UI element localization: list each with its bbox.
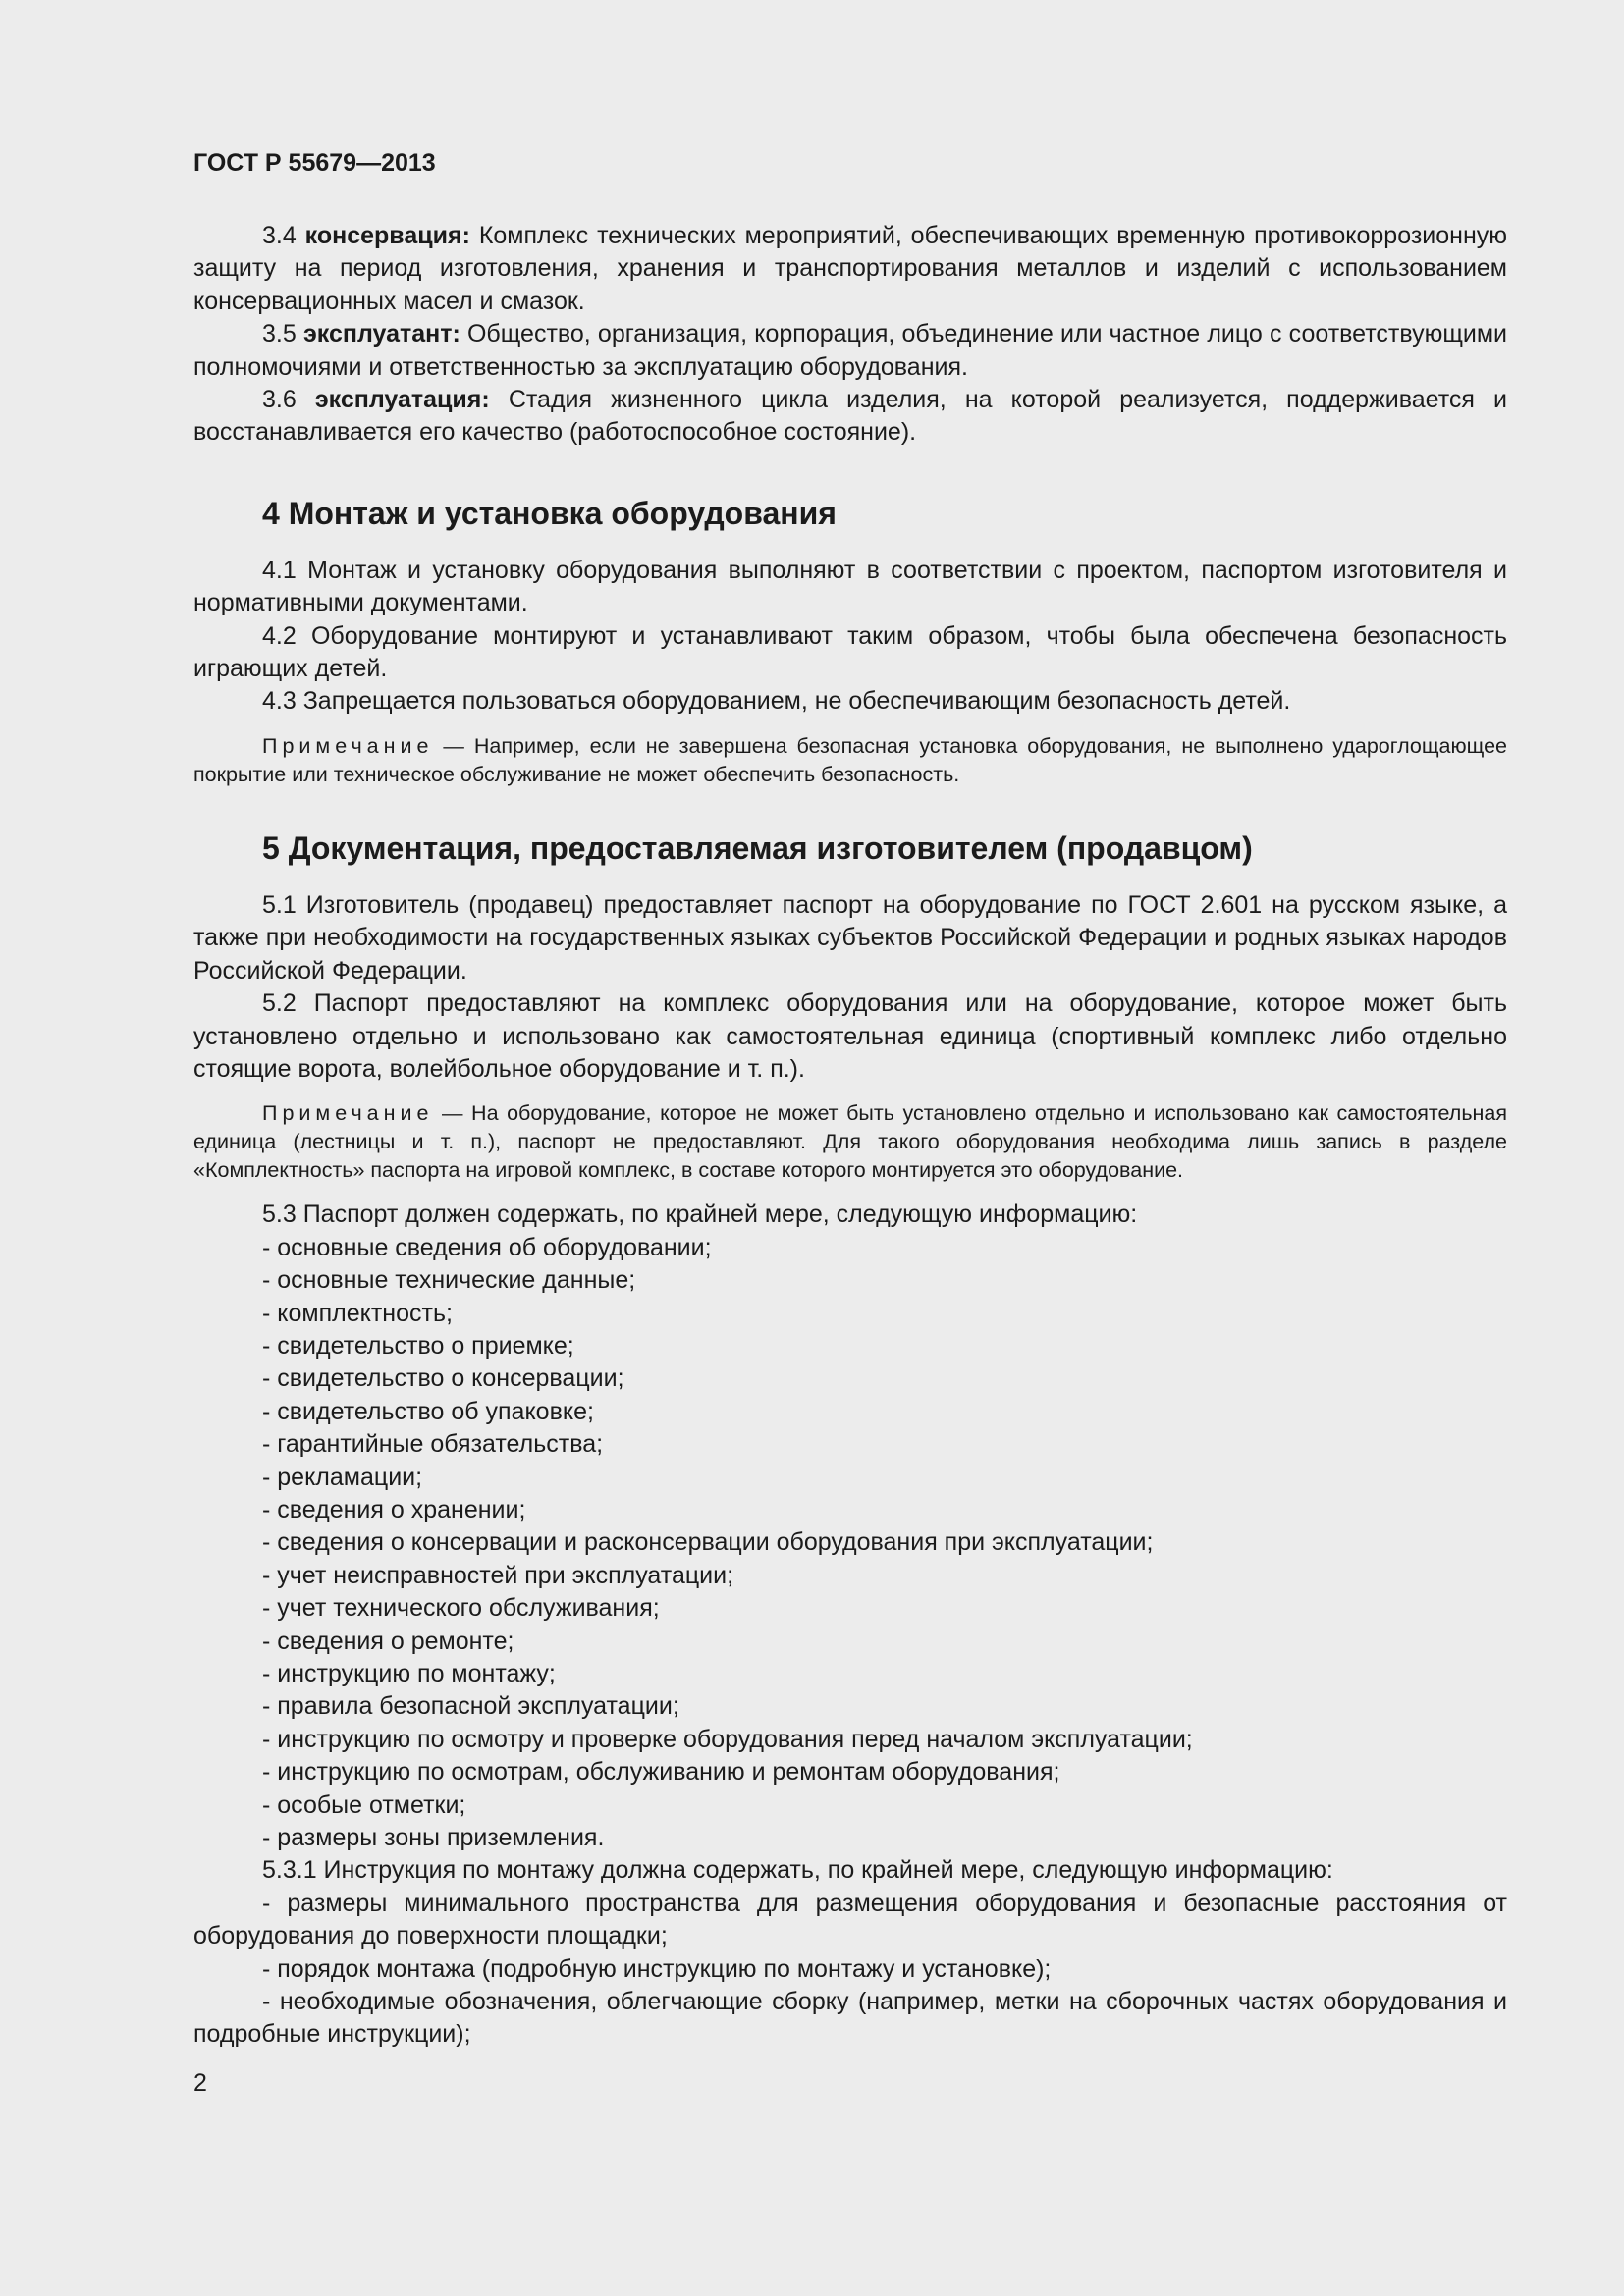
paragraph-5-2: 5.2 Паспорт предоставляют на комплекс оборудования или на оборудование, которое может быть установлено отдельно и использовано как самостоятельная единица (спортивный комплекс либо отдельно стоящие ворота, волейбольное оборудование и т. п.).: [193, 989, 1507, 1083]
list-item: - учет технического обслуживания;: [262, 1594, 660, 1623]
list-item: - основные технические данные;: [262, 1266, 636, 1295]
passport-contents-list: [193, 1232, 1507, 1855]
note-text: — Например, если не завершена безопасная установка оборудования, не выполнено удароглощающее покрытие или техническое обслуживание не может обеспечить безопасность.: [193, 733, 1507, 786]
list-item: - свидетельство об упаковке;: [262, 1397, 594, 1425]
note-label: Примечание: [262, 1101, 434, 1126]
term-3-6: [193, 384, 1507, 450]
term-number: 3.5: [262, 320, 297, 348]
term-definition: Комплекс технических мероприятий, обеспечивающих временную противокоррозионную защиту на период изготовления, хранения и транспортирования металлов и изделий с использованием консервационных масел и смазок.: [193, 222, 1508, 315]
paragraph-4-2: 4.2 Оборудование монтируют и устанавливают таким образом, чтобы была обеспечена безопасность играющих детей.: [193, 621, 1507, 683]
paragraph-4-3: 4.3 Запрещается пользоваться оборудованием, не обеспечивающим безопасность детей.: [262, 687, 1291, 716]
list-item: - комплектность;: [262, 1299, 453, 1327]
installation-instructions-list: [193, 1888, 1507, 2052]
paragraph-5-1: 5.1 Изготовитель (продавец) предоставляет паспорт на оборудование по ГОСТ 2.601 на русском языке, а также при необходимости на государственных языках субъектов Российской Федерации и родных языках народов Российской Федерации.: [193, 890, 1507, 985]
term-number: 3.6: [262, 386, 297, 414]
page-content: [193, 145, 1507, 2052]
list-item: - сведения о ремонте;: [262, 1627, 514, 1655]
term-name: эксплуатант:: [302, 320, 460, 348]
list-item: - правила безопасной эксплуатации;: [262, 1692, 679, 1721]
list-item: - сведения о консервации и расконсервации оборудования при эксплуатации;: [262, 1528, 1154, 1557]
note-label: Примечание: [262, 733, 434, 758]
term-definition: Общество, организация, корпорация, объединение или частное лицо с соответствующими полномочиями и ответственностью за эксплуатацию оборудования.: [193, 320, 1508, 381]
paragraph-5-3: 5.3 Паспорт должен содержать, по крайней мере, следующую информацию:: [262, 1201, 1138, 1229]
list-item: - размеры зоны приземления.: [262, 1824, 605, 1852]
page-number: 2: [193, 2069, 207, 2097]
list-item: - свидетельство о консервации;: [262, 1364, 624, 1393]
document-code-header: ГОСТ Р 55679—2013: [193, 149, 436, 177]
list-item: - гарантийные обязательства;: [262, 1430, 604, 1459]
section-4-heading: 4 Монтаж и установка оборудования: [262, 495, 837, 531]
list-item: - инструкцию по осмотру и проверке оборудования перед началом эксплуатации;: [262, 1725, 1193, 1753]
list-item: - основные сведения об оборудовании;: [262, 1233, 712, 1261]
list-item: - инструкцию по монтажу;: [262, 1660, 556, 1687]
list-item: - особые отметки;: [262, 1790, 466, 1819]
term-3-4: [193, 220, 1507, 318]
paragraph-4-1: 4.1 Монтаж и установку оборудования выполняют в соответствии с проектом, паспортом изготовителя и нормативными документами.: [193, 556, 1507, 617]
list-item: - порядок монтажа (подробную инструкцию по монтажу и установке);: [262, 1954, 1052, 1983]
term-definition: Стадия жизненного цикла изделия, на которой реализуется, поддерживается и восстанавливается его качество (работоспособное состояние).: [193, 386, 1507, 447]
list-item: - сведения о хранении;: [262, 1495, 526, 1523]
paragraph-5-3-1: 5.3.1 Инструкция по монтажу должна содержать, по крайней мере, следующую информацию:: [262, 1856, 1333, 1885]
section-5-heading: 5 Документация, предоставляемая изготовителем (продавцом): [262, 829, 1253, 866]
list-item: - необходимые обозначения, облегчающие сборку (например, метки на сборочных частях оборудования и подробные инструкции);: [193, 1988, 1507, 2049]
term-3-5: [193, 318, 1507, 384]
list-item: - учет неисправностей при эксплуатации;: [262, 1561, 734, 1589]
section-5-note: [193, 1099, 1507, 1185]
section-4-note: [193, 732, 1507, 789]
list-item: - инструкцию по осмотрам, обслуживанию и ремонтам оборудования;: [262, 1758, 1060, 1787]
list-item: - рекламации;: [262, 1463, 423, 1491]
list-item: - свидетельство о приемке;: [262, 1331, 574, 1360]
list-item: - размеры минимального пространства для размещения оборудования и безопасные расстояния от оборудования до поверхности площадки;: [193, 1889, 1507, 1950]
term-name: эксплуатация:: [314, 386, 490, 414]
note-text: — На оборудование, которое не может быть установлено отдельно и использовано как самостоятельная единица (лестницы и т. п.), паспорт не предоставляют. Для такого оборудования необходима лишь запись в разделе «Комплектность» паспорта на игровой комплекс, в составе которого монтируется это оборудование.: [193, 1101, 1507, 1183]
term-name: консервация:: [304, 222, 470, 249]
term-number: 3.4: [262, 222, 297, 249]
